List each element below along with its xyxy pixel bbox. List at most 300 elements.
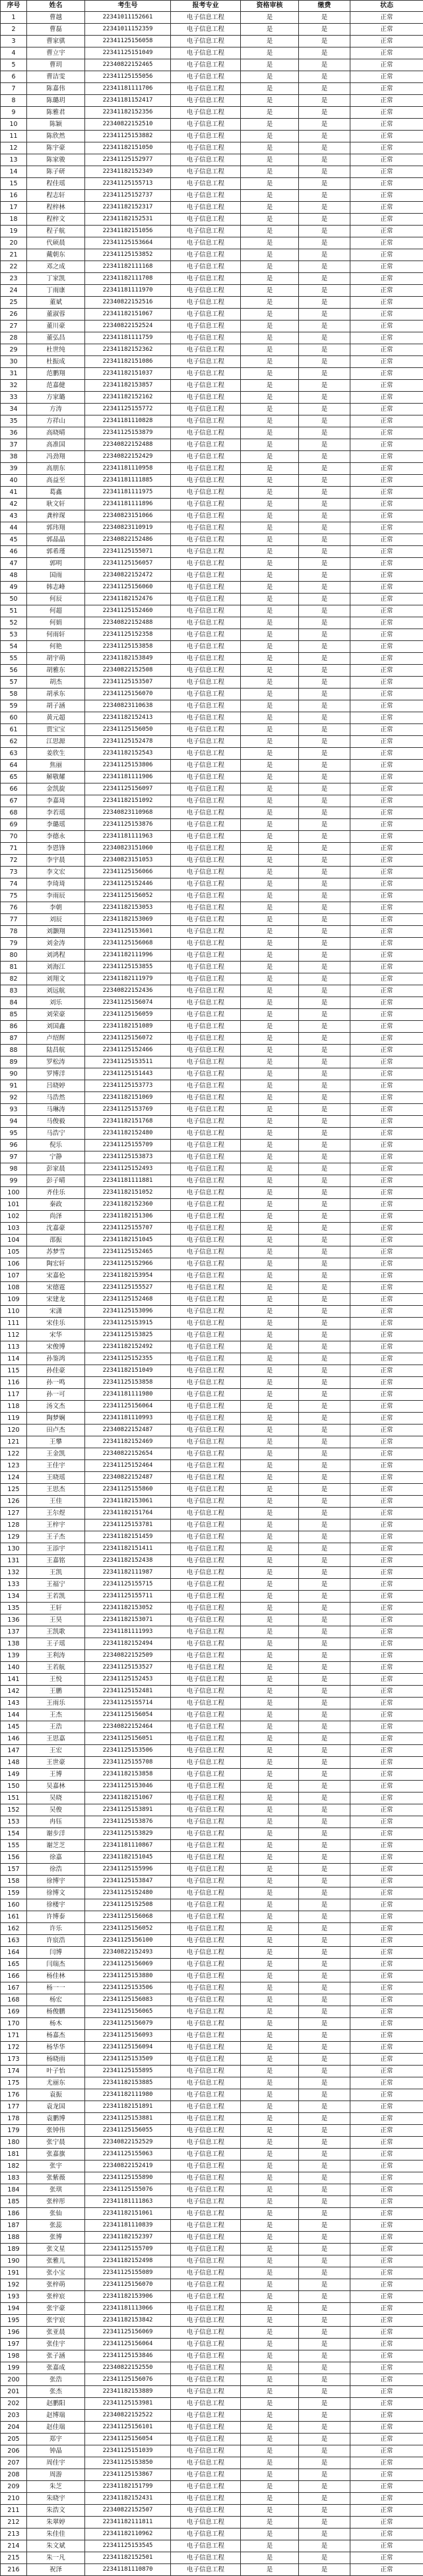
table-row [1, 392, 423, 404]
cell-fee: 是 [299, 404, 350, 415]
cell-status: 正常 [350, 226, 423, 237]
cell-exam-id: 22341125153506 [85, 1745, 171, 1757]
cell-exam-id: 22341125156064 [85, 2339, 171, 2350]
cell-major: 电子信息工程 [171, 558, 241, 570]
cell-status: 正常 [350, 1294, 423, 1306]
cell-major: 电子信息工程 [171, 2540, 241, 2552]
cell-review: 是 [241, 237, 299, 249]
cell-review: 是 [241, 2410, 299, 2422]
cell-status: 正常 [350, 1140, 423, 1151]
cell-review: 是 [241, 510, 299, 522]
cell-exam-id: 22341125153867 [85, 2469, 171, 2481]
table-row [1, 1721, 423, 1733]
cell-index: 215 [1, 2552, 27, 2564]
cell-exam-id: 22341125155709 [85, 1140, 171, 1151]
cell-major: 电子信息工程 [171, 2161, 241, 2172]
cell-fee: 是 [299, 1068, 350, 1080]
cell-review: 是 [241, 1923, 299, 1935]
table-row [1, 2137, 423, 2149]
cell-name: 汤文杰 [27, 1401, 85, 1413]
cell-status: 正常 [350, 1413, 423, 1425]
cell-index: 102 [1, 1211, 27, 1223]
cell-major: 电子信息工程 [171, 1864, 241, 1876]
cell-major: 电子信息工程 [171, 202, 241, 214]
cell-review: 是 [241, 831, 299, 843]
table-row [1, 653, 423, 665]
table-row [1, 1246, 423, 1258]
cell-name: 徐博文 [27, 1887, 85, 1899]
cell-name: 张钟伟 [27, 2125, 85, 2137]
cell-exam-id: 22340822152524 [85, 321, 171, 332]
cell-name: 刘金涛 [27, 938, 85, 950]
cell-exam-id: 22341125156069 [85, 1959, 171, 1971]
cell-major: 电子信息工程 [171, 249, 241, 261]
cell-status: 正常 [350, 629, 423, 641]
cell-review: 是 [241, 214, 299, 226]
cell-fee: 是 [299, 1994, 350, 2006]
cell-index: 21 [1, 249, 27, 261]
table-row [1, 724, 423, 736]
cell-name: 陈子研 [27, 166, 85, 178]
table-row [1, 154, 423, 166]
table-row [1, 1235, 423, 1246]
cell-major: 电子信息工程 [171, 2374, 241, 2386]
table-row [1, 2113, 423, 2125]
cell-exam-id: 22341125153881 [85, 2113, 171, 2125]
cell-exam-id: 22341125153829 [85, 1828, 171, 1840]
cell-exam-id: 22341125152481 [85, 1686, 171, 1698]
cell-review: 是 [241, 1603, 299, 1614]
cell-exam-id: 22341182151045 [85, 1852, 171, 1864]
cell-review: 是 [241, 119, 299, 131]
table-row [1, 1425, 423, 1436]
cell-review: 是 [241, 202, 299, 214]
table-row [1, 902, 423, 914]
cell-fee: 是 [299, 665, 350, 677]
cell-exam-id: 22341182152438 [85, 1555, 171, 1567]
cell-index: 138 [1, 1638, 27, 1650]
cell-index: 151 [1, 1793, 27, 1804]
table-row [1, 677, 423, 689]
cell-status: 正常 [350, 522, 423, 534]
cell-index: 110 [1, 1306, 27, 1318]
cell-fee: 是 [299, 1638, 350, 1650]
cell-exam-id: 22341125152464 [85, 1460, 171, 1472]
cell-name: 祝泽 [27, 2564, 85, 2576]
cell-status: 正常 [350, 59, 423, 71]
cell-exam-id: 22340822152493 [85, 1947, 171, 1959]
cell-review: 是 [241, 914, 299, 926]
cell-fee: 是 [299, 392, 350, 404]
cell-fee: 是 [299, 1389, 350, 1401]
cell-review: 是 [241, 1828, 299, 1840]
cell-review: 是 [241, 2552, 299, 2564]
cell-fee: 是 [299, 617, 350, 629]
cell-index: 149 [1, 1769, 27, 1781]
cell-index: 35 [1, 415, 27, 427]
cell-exam-id: 22341181111881 [85, 1175, 171, 1187]
cell-review: 是 [241, 1009, 299, 1021]
cell-index: 193 [1, 2291, 27, 2303]
cell-name: 马俊毅 [27, 1116, 85, 1128]
header-status: 状态 [350, 1, 423, 12]
cell-name: 马浩然 [27, 1092, 85, 1104]
cell-index: 10 [1, 119, 27, 131]
cell-status: 正常 [350, 1151, 423, 1163]
cell-review: 是 [241, 890, 299, 902]
cell-fee: 是 [299, 1294, 350, 1306]
cell-fee: 是 [299, 1009, 350, 1021]
table-row [1, 1757, 423, 1769]
cell-name: 张嘉旗 [27, 2149, 85, 2161]
cell-review: 是 [241, 249, 299, 261]
cell-major: 电子信息工程 [171, 1413, 241, 1425]
cell-review: 是 [241, 2398, 299, 2410]
cell-index: 169 [1, 2006, 27, 2018]
cell-major: 电子信息工程 [171, 1828, 241, 1840]
cell-fee: 是 [299, 1401, 350, 1413]
cell-status: 正常 [350, 2255, 423, 2267]
table-row [1, 855, 423, 867]
cell-review: 是 [241, 1282, 299, 1294]
cell-name: 马浩宁 [27, 1128, 85, 1140]
cell-major: 电子信息工程 [171, 1626, 241, 1638]
cell-review: 是 [241, 1674, 299, 1686]
cell-name: 王金凯 [27, 1448, 85, 1460]
cell-review: 是 [241, 2350, 299, 2362]
cell-major: 电子信息工程 [171, 451, 241, 463]
table-row [1, 1460, 423, 1472]
cell-review: 是 [241, 451, 299, 463]
cell-name: 宋嘉伦 [27, 1270, 85, 1282]
cell-review: 是 [241, 1318, 299, 1330]
table-row [1, 451, 423, 463]
cell-review: 是 [241, 1175, 299, 1187]
cell-index: 107 [1, 1270, 27, 1282]
cell-status: 正常 [350, 95, 423, 107]
table-row [1, 1840, 423, 1852]
cell-review: 是 [241, 1745, 299, 1757]
cell-status: 正常 [350, 2125, 423, 2137]
cell-exam-id: 22340822152508 [85, 665, 171, 677]
cell-review: 是 [241, 629, 299, 641]
cell-review: 是 [241, 2172, 299, 2184]
cell-major: 电子信息工程 [171, 214, 241, 226]
cell-status: 正常 [350, 2054, 423, 2066]
cell-name: 李琦琦 [27, 878, 85, 890]
cell-index: 192 [1, 2279, 27, 2291]
cell-fee: 是 [299, 1887, 350, 1899]
cell-index: 128 [1, 1519, 27, 1531]
cell-exam-id: 22341125152737 [85, 190, 171, 202]
cell-fee: 是 [299, 950, 350, 962]
cell-index: 121 [1, 1436, 27, 1448]
cell-name: 国雨 [27, 570, 85, 582]
cell-status: 正常 [350, 1757, 423, 1769]
cell-name: 赵博瑞 [27, 2410, 85, 2422]
table-row [1, 1935, 423, 1947]
table-row [1, 356, 423, 368]
cell-exam-id: 22341182152317 [85, 202, 171, 214]
cell-fee: 是 [299, 1306, 350, 1318]
cell-fee: 是 [299, 1519, 350, 1531]
cell-major: 电子信息工程 [171, 962, 241, 973]
table-row [1, 190, 423, 202]
cell-index: 159 [1, 1887, 27, 1899]
cell-exam-id: 22341182111987 [85, 1567, 171, 1579]
cell-status: 正常 [350, 1840, 423, 1852]
cell-review: 是 [241, 95, 299, 107]
cell-major: 电子信息工程 [171, 2101, 241, 2113]
cell-name: 胡子涵 [27, 700, 85, 712]
cell-major: 电子信息工程 [171, 1128, 241, 1140]
table-row [1, 594, 423, 605]
cell-exam-id: 22341182153858 [85, 1769, 171, 1781]
cell-name: 朱文斌 [27, 2540, 85, 2552]
cell-status: 正常 [350, 427, 423, 439]
cell-major: 电子信息工程 [171, 2457, 241, 2469]
cell-name: 杨宏 [27, 1994, 85, 2006]
cell-index: 168 [1, 1994, 27, 2006]
cell-major: 电子信息工程 [171, 582, 241, 594]
cell-fee: 是 [299, 962, 350, 973]
cell-major: 电子信息工程 [171, 902, 241, 914]
cell-fee: 是 [299, 1662, 350, 1674]
cell-exam-id: 22341125153876 [85, 819, 171, 831]
cell-name: 李宇晨 [27, 855, 85, 867]
cell-index: 56 [1, 665, 27, 677]
cell-index: 18 [1, 214, 27, 226]
cell-exam-id: 22341125153781 [85, 1519, 171, 1531]
cell-name: 刘翔文 [27, 973, 85, 985]
table-row [1, 2386, 423, 2398]
cell-review: 是 [241, 724, 299, 736]
cell-index: 191 [1, 2267, 27, 2279]
cell-major: 电子信息工程 [171, 2184, 241, 2196]
table-row [1, 1140, 423, 1151]
cell-exam-id: 22341182110962 [85, 2529, 171, 2540]
cell-review: 是 [241, 107, 299, 119]
cell-exam-id: 22341125155056 [85, 71, 171, 83]
table-row [1, 772, 423, 783]
cell-name: 杨木 [27, 2018, 85, 2030]
cell-name: 王梓宇 [27, 1519, 85, 1531]
cell-exam-id: 22341125152977 [85, 154, 171, 166]
cell-index: 187 [1, 2220, 27, 2232]
cell-status: 正常 [350, 617, 423, 629]
cell-review: 是 [241, 487, 299, 499]
cell-index: 48 [1, 570, 27, 582]
cell-major: 电子信息工程 [171, 1567, 241, 1579]
cell-name: 郭明 [27, 558, 85, 570]
cell-fee: 是 [299, 1531, 350, 1543]
cell-name: 陶梦娴 [27, 1413, 85, 1425]
cell-status: 正常 [350, 2018, 423, 2030]
cell-fee: 是 [299, 1080, 350, 1092]
cell-major: 电子信息工程 [171, 1959, 241, 1971]
cell-fee: 是 [299, 2018, 350, 2030]
cell-status: 正常 [350, 2172, 423, 2184]
cell-exam-id: 22341125151039 [85, 2445, 171, 2457]
cell-index: 92 [1, 1092, 27, 1104]
cell-major: 电子信息工程 [171, 12, 241, 24]
cell-major: 电子信息工程 [171, 855, 241, 867]
cell-major: 电子信息工程 [171, 487, 241, 499]
cell-fee: 是 [299, 2339, 350, 2350]
cell-exam-id: 22340822152436 [85, 985, 171, 997]
cell-fee: 是 [299, 1899, 350, 1911]
table-row [1, 309, 423, 321]
table-row [1, 202, 423, 214]
cell-major: 电子信息工程 [171, 226, 241, 237]
cell-review: 是 [241, 665, 299, 677]
cell-name: 胡承东 [27, 689, 85, 700]
table-row [1, 107, 423, 119]
cell-status: 正常 [350, 1911, 423, 1923]
table-row [1, 1781, 423, 1793]
cell-major: 电子信息工程 [171, 83, 241, 95]
cell-name: 高朋东 [27, 463, 85, 475]
cell-fee: 是 [299, 24, 350, 36]
cell-name: 张宇宸 [27, 2315, 85, 2327]
cell-exam-id: 22341125153509 [85, 2054, 171, 2066]
table-row [1, 1662, 423, 1674]
table-row [1, 2125, 423, 2137]
cell-exam-id: 22341125156070 [85, 689, 171, 700]
cell-name: 宋建龙 [27, 1294, 85, 1306]
cell-fee: 是 [299, 2422, 350, 2434]
cell-name: 王若航 [27, 1662, 85, 1674]
cell-review: 是 [241, 2362, 299, 2374]
cell-fee: 是 [299, 1223, 350, 1235]
cell-name: 彭家晨 [27, 1163, 85, 1175]
cell-exam-id: 22341182153069 [85, 914, 171, 926]
cell-fee: 是 [299, 2196, 350, 2208]
table-row [1, 985, 423, 997]
cell-exam-id: 22341125156074 [85, 997, 171, 1009]
cell-status: 正常 [350, 2469, 423, 2481]
cell-name: 丁家凯 [27, 273, 85, 285]
cell-review: 是 [241, 950, 299, 962]
cell-exam-id: 22341182151411 [85, 1543, 171, 1555]
cell-fee: 是 [299, 2398, 350, 2410]
cell-fee: 是 [299, 2054, 350, 2066]
cell-fee: 是 [299, 2291, 350, 2303]
cell-status: 正常 [350, 1496, 423, 1508]
cell-name: 张雅儿 [27, 2255, 85, 2267]
cell-fee: 是 [299, 2161, 350, 2172]
cell-index: 190 [1, 2255, 27, 2267]
cell-major: 电子信息工程 [171, 2137, 241, 2149]
cell-fee: 是 [299, 902, 350, 914]
cell-major: 电子信息工程 [171, 2517, 241, 2529]
cell-fee: 是 [299, 843, 350, 855]
cell-review: 是 [241, 795, 299, 807]
cell-status: 正常 [350, 689, 423, 700]
cell-fee: 是 [299, 558, 350, 570]
cell-exam-id: 22341125156068 [85, 1911, 171, 1923]
cell-status: 正常 [350, 297, 423, 309]
header-name: 姓名 [27, 1, 85, 12]
cell-index: 117 [1, 1389, 27, 1401]
cell-review: 是 [241, 1971, 299, 1982]
cell-review: 是 [241, 2564, 299, 2576]
cell-major: 电子信息工程 [171, 2089, 241, 2101]
cell-status: 正常 [350, 1804, 423, 1816]
cell-major: 电子信息工程 [171, 1579, 241, 1591]
cell-exam-id: 22341182151768 [85, 1116, 171, 1128]
cell-index: 195 [1, 2315, 27, 2327]
cell-major: 电子信息工程 [171, 154, 241, 166]
cell-review: 是 [241, 1816, 299, 1828]
cell-major: 电子信息工程 [171, 332, 241, 344]
cell-exam-id: 22341125153846 [85, 2350, 171, 2362]
cell-exam-id: 22341182152397 [85, 2232, 171, 2244]
cell-review: 是 [241, 653, 299, 665]
cell-index: 104 [1, 1235, 27, 1246]
cell-major: 电子信息工程 [171, 510, 241, 522]
cell-name: 朱晓宇 [27, 2493, 85, 2505]
cell-review: 是 [241, 2327, 299, 2339]
cell-name: 王福宁 [27, 1579, 85, 1591]
cell-fee: 是 [299, 2505, 350, 2517]
cell-index: 24 [1, 285, 27, 297]
table-row [1, 226, 423, 237]
cell-fee: 是 [299, 1603, 350, 1614]
table-row [1, 1318, 423, 1330]
cell-review: 是 [241, 926, 299, 938]
table-row [1, 867, 423, 878]
table-row [1, 1555, 423, 1567]
cell-status: 正常 [350, 1579, 423, 1591]
cell-review: 是 [241, 356, 299, 368]
table-row [1, 997, 423, 1009]
cell-fee: 是 [299, 1923, 350, 1935]
cell-name: 张文星 [27, 2244, 85, 2255]
cell-index: 44 [1, 522, 27, 534]
cell-fee: 是 [299, 261, 350, 273]
cell-name: 罗松涛 [27, 1057, 85, 1068]
table-row [1, 2350, 423, 2362]
cell-name: 谢芝芝 [27, 1840, 85, 1852]
cell-name: 郭希瑾 [27, 546, 85, 558]
cell-index: 202 [1, 2398, 27, 2410]
cell-major: 电子信息工程 [171, 1614, 241, 1626]
cell-exam-id: 22341125156064 [85, 1401, 171, 1413]
cell-exam-id: 22341125156093 [85, 2030, 171, 2042]
cell-exam-id: 22341181111863 [85, 2196, 171, 2208]
cell-fee: 是 [299, 1472, 350, 1484]
cell-index: 64 [1, 760, 27, 772]
cell-major: 电子信息工程 [171, 617, 241, 629]
cell-major: 电子信息工程 [171, 1092, 241, 1104]
cell-status: 正常 [350, 237, 423, 249]
cell-name: 杨晓雨 [27, 2054, 85, 2066]
cell-fee: 是 [299, 2089, 350, 2101]
table-row [1, 1377, 423, 1389]
cell-name: 宋潇 [27, 1306, 85, 1318]
cell-name: 曹玥 [27, 59, 85, 71]
cell-fee: 是 [299, 451, 350, 463]
cell-fee: 是 [299, 689, 350, 700]
cell-exam-id: 22341125156069 [85, 2327, 171, 2339]
cell-index: 143 [1, 1698, 27, 1709]
cell-major: 电子信息工程 [171, 1057, 241, 1068]
cell-major: 电子信息工程 [171, 47, 241, 59]
table-row [1, 1698, 423, 1709]
cell-index: 57 [1, 677, 27, 689]
table-row [1, 1745, 423, 1757]
